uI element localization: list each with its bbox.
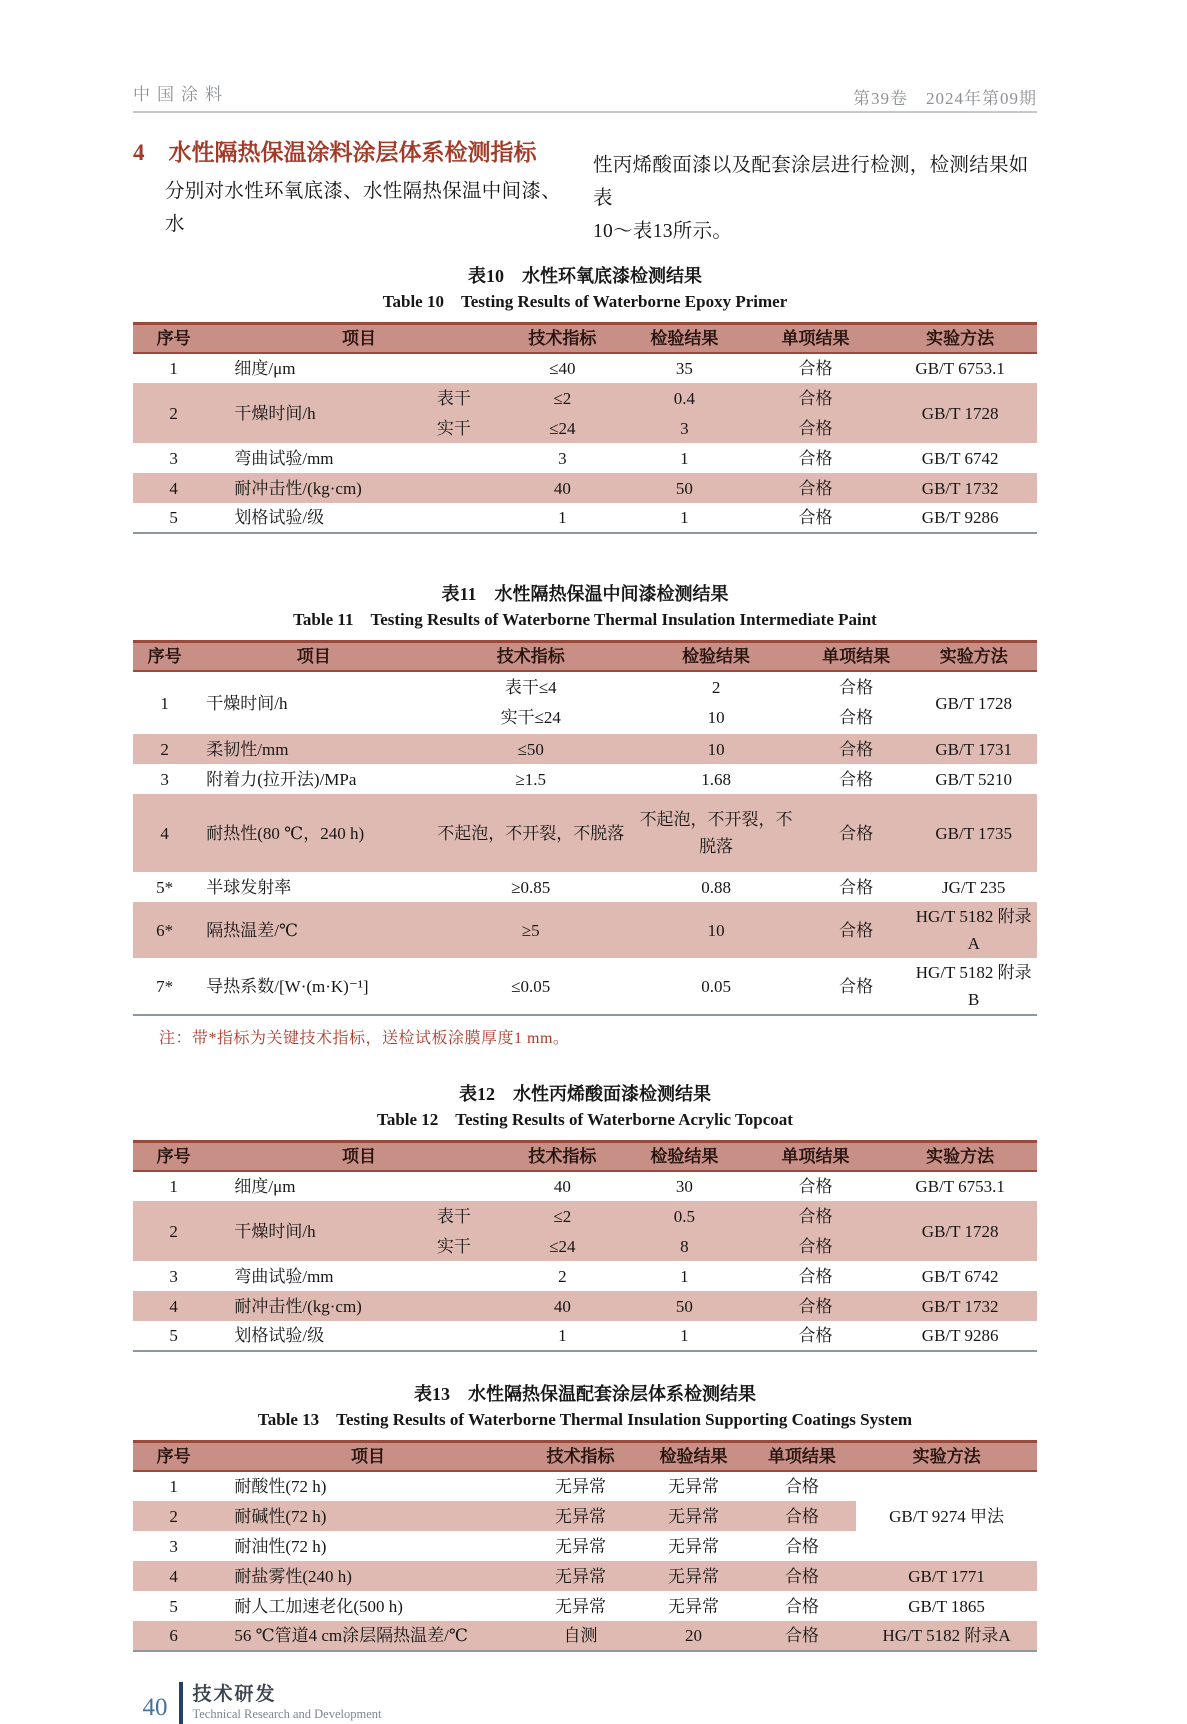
cell-verdict: 合格 bbox=[748, 413, 884, 443]
cell-verdict: 合格 bbox=[798, 448, 833, 468]
cell-verdict: 合格 bbox=[798, 359, 833, 378]
cell-spec: ≤2 bbox=[504, 383, 622, 413]
cell-spec: 无异常 bbox=[554, 1536, 606, 1556]
cell-method: GB/T 5210 bbox=[935, 769, 1013, 789]
col-header-verdict: 单项结果 bbox=[748, 324, 884, 354]
cell-item: 划格试验/级 bbox=[234, 1326, 325, 1345]
cell-method: HG/T 5182 附录A bbox=[856, 1621, 1037, 1651]
col-header-method: 实验方法 bbox=[883, 324, 1037, 354]
cell-no: 5 bbox=[169, 1326, 178, 1345]
cell-verdict: 合格 bbox=[748, 1501, 856, 1531]
table-row bbox=[133, 1201, 1037, 1231]
cell-result: 50 bbox=[621, 473, 748, 503]
table-header-row bbox=[133, 642, 1037, 672]
col-header-item: 项目 bbox=[214, 324, 503, 354]
cell-spec: 自测 bbox=[522, 1621, 640, 1651]
cell-item: 导热系数/[W·(m·K)⁻¹] bbox=[206, 976, 369, 996]
cell-result: 20 bbox=[639, 1621, 747, 1651]
cell-result-line: 2 bbox=[711, 678, 721, 697]
col-header-method: 实验方法 bbox=[910, 642, 1037, 672]
cell-method: JG/T 235 bbox=[941, 877, 1006, 897]
cell-item: 干燥时间/h bbox=[206, 693, 288, 713]
cell-result: 不起泡，不开裂，不脱落 bbox=[630, 794, 802, 872]
section-intro bbox=[133, 137, 1037, 248]
cell-spec: 无异常 bbox=[522, 1501, 640, 1531]
cell-no: 6* bbox=[133, 902, 196, 958]
cell-subitem: 实干 bbox=[404, 413, 503, 443]
table-13-block bbox=[133, 1382, 1037, 1652]
cell-no: 4 bbox=[133, 1291, 214, 1321]
cell-result: 无异常 bbox=[639, 1561, 747, 1591]
cell-no: 3 bbox=[160, 769, 169, 789]
cell-method: GB/T 1865 bbox=[908, 1596, 985, 1616]
cell-result: 10 bbox=[630, 902, 802, 958]
table-row bbox=[133, 671, 1037, 734]
cell-no: 4 bbox=[133, 794, 196, 872]
table-row bbox=[133, 872, 1037, 902]
cell-item: 细度/μm bbox=[234, 1177, 296, 1196]
cell-result: 8 bbox=[621, 1231, 748, 1261]
cell-no: 4 bbox=[133, 1561, 214, 1591]
cell-no: 2 bbox=[133, 1501, 214, 1531]
cell-verdict: 合格 bbox=[839, 976, 874, 996]
col-header-verdict: 单项结果 bbox=[748, 1442, 856, 1472]
cell-verdict: 合格 bbox=[784, 1536, 819, 1556]
cell-no: 1 bbox=[160, 693, 169, 713]
cell-verdict: 合格 bbox=[839, 877, 874, 897]
table-row bbox=[133, 1621, 1037, 1651]
footer-column-en: Technical Research and Development bbox=[192, 1706, 382, 1721]
cell-no: 5* bbox=[156, 877, 174, 897]
cell-method: GB/T 1732 bbox=[883, 473, 1037, 503]
cell-no: 3 bbox=[169, 448, 178, 468]
cell-result: 3 bbox=[621, 413, 748, 443]
cell-no: 4 bbox=[133, 473, 214, 503]
cell-item: 附着力(拉开法)/MPa bbox=[206, 769, 357, 789]
table-10-block bbox=[133, 264, 1037, 534]
table-10-title-zh: 表10 水性环氧底漆检测结果 bbox=[468, 266, 702, 286]
cell-result: 0.4 bbox=[621, 383, 748, 413]
cell-method: GB/T 9286 bbox=[921, 1326, 999, 1345]
cell-verdict: 合格 bbox=[798, 1177, 833, 1196]
cell-method: GB/T 1728 bbox=[883, 1201, 1037, 1261]
cell-spec: 不起泡，不开裂，不脱落 bbox=[431, 794, 630, 872]
cell-result: 无异常 bbox=[667, 1536, 719, 1556]
cell-verdict-line: 合格 bbox=[839, 678, 874, 697]
cell-item: 干燥时间/h bbox=[214, 1201, 404, 1261]
cell-verdict: 合格 bbox=[802, 734, 910, 764]
col-header-method: 实验方法 bbox=[883, 1142, 1037, 1172]
cell-no: 3 bbox=[169, 1266, 178, 1286]
cell-result: 无异常 bbox=[667, 1477, 719, 1496]
col-header-verdict: 单项结果 bbox=[748, 1142, 884, 1172]
cell-result: 0.5 bbox=[621, 1201, 748, 1231]
cell-result bbox=[630, 671, 802, 734]
cell-spec: 2 bbox=[558, 1266, 567, 1286]
cell-spec: 40 bbox=[504, 1291, 622, 1321]
cell-spec: ≤2 bbox=[504, 1201, 622, 1231]
cell-no: 5 bbox=[169, 1596, 178, 1616]
cell-no: 2 bbox=[133, 1201, 214, 1261]
cell-verdict: 合格 bbox=[748, 1201, 884, 1231]
cell-item: 划格试验/级 bbox=[234, 508, 325, 527]
cell-item: 柔韧性/mm bbox=[196, 734, 431, 764]
cell-method-merged: GB/T 9274 甲法 bbox=[856, 1471, 1037, 1561]
cell-spec-line: 实干≤24 bbox=[500, 708, 561, 727]
table-header-row bbox=[133, 324, 1037, 354]
page-footer bbox=[133, 1682, 1037, 1724]
cell-spec: ≤0.05 bbox=[511, 976, 551, 996]
cell-no: 2 bbox=[133, 734, 196, 764]
cell-result: 无异常 bbox=[667, 1596, 719, 1616]
cell-verdict: 合格 bbox=[784, 1596, 819, 1616]
cell-verdict: 合格 bbox=[748, 1231, 884, 1261]
cell-spec: ≥1.5 bbox=[515, 769, 547, 789]
col-header-spec: 技术指标 bbox=[522, 1442, 640, 1472]
table-10 bbox=[133, 322, 1037, 534]
col-header-no: 序号 bbox=[133, 324, 214, 354]
intro-left-column bbox=[133, 137, 577, 248]
cell-result: 无异常 bbox=[639, 1501, 747, 1531]
footer-divider bbox=[179, 1682, 183, 1724]
cell-method: GB/T 9286 bbox=[921, 508, 999, 527]
table-header-row bbox=[133, 1442, 1037, 1472]
page-number: 40 bbox=[142, 1694, 168, 1721]
table-row bbox=[133, 443, 1037, 473]
cell-item: 耐冲击性/(kg·cm) bbox=[214, 1291, 503, 1321]
col-header-no: 序号 bbox=[133, 1142, 214, 1172]
cell-method: GB/T 6742 bbox=[921, 448, 999, 468]
cell-spec: 无异常 bbox=[554, 1596, 606, 1616]
cell-item: 耐酸性(72 h) bbox=[234, 1477, 327, 1496]
cell-item: 弯曲试验/mm bbox=[234, 448, 334, 468]
cell-verdict: 合格 bbox=[748, 1621, 856, 1651]
cell-item: 细度/μm bbox=[234, 359, 296, 378]
table-row bbox=[133, 794, 1037, 872]
cell-item: 耐热性(80 ℃，240 h) bbox=[196, 794, 431, 872]
cell-spec: 40 bbox=[504, 473, 622, 503]
cell-result: 50 bbox=[621, 1291, 748, 1321]
paragraph-line: 性丙烯酸面漆以及配套涂层进行检测，检测结果如表 bbox=[593, 155, 1029, 209]
table-row bbox=[133, 503, 1037, 533]
table-row bbox=[133, 353, 1037, 383]
cell-item: 半球发射率 bbox=[206, 877, 292, 897]
table-12 bbox=[133, 1140, 1037, 1352]
cell-method: GB/T 6742 bbox=[921, 1266, 999, 1286]
cell-verdict: 合格 bbox=[784, 1477, 819, 1496]
table-header-row bbox=[133, 1142, 1037, 1172]
table-row bbox=[133, 1171, 1037, 1201]
table-row bbox=[133, 1471, 1037, 1501]
table-row bbox=[133, 383, 1037, 413]
col-header-item: 项目 bbox=[196, 642, 431, 672]
table-13-title-en: Table 13 Testing Results of Waterborne Thermal Insulation Supporting Coatings System bbox=[257, 1410, 913, 1429]
col-header-no: 序号 bbox=[133, 642, 196, 672]
col-header-result: 检验结果 bbox=[630, 642, 802, 672]
col-header-result: 检验结果 bbox=[621, 324, 748, 354]
col-header-result: 检验结果 bbox=[621, 1142, 748, 1172]
footer-column-name bbox=[193, 1684, 382, 1723]
cell-verdict: 合格 bbox=[748, 1561, 856, 1591]
cell-method: GB/T 1728 bbox=[935, 693, 1013, 713]
cell-item: 耐碱性(72 h) bbox=[214, 1501, 521, 1531]
cell-spec: ≤24 bbox=[504, 413, 622, 443]
cell-spec: 无异常 bbox=[554, 1477, 606, 1496]
cell-method: HG/T 5182 附录B bbox=[915, 963, 1032, 1009]
cell-result: 30 bbox=[675, 1177, 693, 1196]
table-row bbox=[133, 1291, 1037, 1321]
col-header-spec: 技术指标 bbox=[431, 642, 630, 672]
cell-no: 1 bbox=[169, 359, 178, 378]
table-13-title-zh: 表13 水性隔热保温配套涂层体系检测结果 bbox=[414, 1384, 756, 1404]
cell-no: 3 bbox=[169, 1536, 178, 1556]
cell-result: 0.88 bbox=[701, 877, 731, 897]
intro-right-column bbox=[593, 137, 1037, 248]
table-row bbox=[133, 902, 1037, 958]
cell-method: GB/T 1728 bbox=[883, 383, 1037, 443]
cell-spec: 40 bbox=[553, 1177, 571, 1196]
cell-no: 7* bbox=[156, 976, 174, 996]
issue-info: 第39卷 2024年第09期 bbox=[853, 89, 1037, 108]
cell-spec: 1 bbox=[558, 508, 567, 527]
col-header-result: 检验结果 bbox=[639, 1442, 747, 1472]
table-12-title-en: Table 12 Testing Results of Waterborne Acrylic Topcoat bbox=[377, 1110, 793, 1129]
col-header-spec: 技术指标 bbox=[504, 1142, 622, 1172]
cell-item: 耐盐雾性(240 h) bbox=[214, 1561, 521, 1591]
section-number: 4 bbox=[133, 140, 145, 165]
table-row bbox=[133, 764, 1037, 794]
cell-spec-line: 表干≤4 bbox=[504, 678, 557, 697]
table-row bbox=[133, 1261, 1037, 1291]
cell-method: GB/T 1735 bbox=[910, 794, 1037, 872]
cell-no: 2 bbox=[133, 383, 214, 443]
cell-spec: ≤50 bbox=[431, 734, 630, 764]
cell-spec: 无异常 bbox=[522, 1561, 640, 1591]
cell-verdict: 合格 bbox=[802, 794, 910, 872]
cell-result: 1 bbox=[680, 1266, 689, 1286]
cell-item: 耐冲击性/(kg·cm) bbox=[214, 473, 503, 503]
cell-verdict: 合格 bbox=[748, 1291, 884, 1321]
paragraph-line: 分别对水性环氧底漆、水性隔热保温中间漆、水 bbox=[165, 181, 562, 235]
table-row bbox=[133, 1321, 1037, 1351]
cell-subitem: 表干 bbox=[404, 1201, 503, 1231]
cell-item: 弯曲试验/mm bbox=[234, 1266, 334, 1286]
col-header-item: 项目 bbox=[214, 1442, 521, 1472]
cell-result: 35 bbox=[675, 359, 693, 378]
table-12-block bbox=[133, 1082, 1037, 1352]
cell-verdict bbox=[802, 671, 910, 734]
table-11-title-zh: 表11 水性隔热保温中间漆检测结果 bbox=[441, 584, 729, 604]
cell-no: 5 bbox=[169, 508, 178, 527]
table-11-title-en: Table 11 Testing Results of Waterborne Thermal Insulation Intermediate Paint bbox=[293, 610, 877, 629]
cell-result: 1 bbox=[680, 508, 689, 527]
cell-result: 0.05 bbox=[701, 976, 731, 996]
cell-verdict: 合格 bbox=[798, 1326, 833, 1345]
section-title: 水性隔热保温涂料涂层体系检测指标 bbox=[168, 140, 537, 165]
cell-item: 耐人工加速老化(500 h) bbox=[234, 1596, 403, 1616]
table-12-title-zh: 表12 水性丙烯酸面漆检测结果 bbox=[459, 1084, 711, 1104]
col-header-spec: 技术指标 bbox=[504, 324, 622, 354]
cell-spec: ≤40 bbox=[549, 359, 576, 378]
table-row bbox=[133, 734, 1037, 764]
cell-result-line: 10 bbox=[707, 708, 725, 727]
cell-result: 10 bbox=[630, 734, 802, 764]
cell-method: HG/T 5182 附录A bbox=[910, 902, 1037, 958]
cell-spec: 3 bbox=[558, 448, 567, 468]
table-row bbox=[133, 1591, 1037, 1621]
cell-verdict-line: 合格 bbox=[839, 708, 874, 727]
cell-spec: ≥5 bbox=[431, 902, 630, 958]
cell-item: 耐油性(72 h) bbox=[234, 1536, 327, 1556]
cell-no: 6 bbox=[133, 1621, 214, 1651]
col-header-verdict: 单项结果 bbox=[802, 642, 910, 672]
col-header-no: 序号 bbox=[133, 1442, 214, 1472]
table-10-title-en: Table 10 Testing Results of Waterborne Epoxy Primer bbox=[382, 292, 788, 311]
cell-method: GB/T 6753.1 bbox=[915, 359, 1005, 378]
journal-name: 中国涂料 bbox=[133, 85, 229, 104]
cell-spec: ≥0.85 bbox=[511, 877, 551, 897]
cell-spec: 1 bbox=[558, 1326, 567, 1345]
cell-method: GB/T 1732 bbox=[883, 1291, 1037, 1321]
cell-no: 1 bbox=[169, 1477, 178, 1496]
cell-subitem: 表干 bbox=[404, 383, 503, 413]
cell-result: 1 bbox=[680, 448, 689, 468]
cell-spec: ≤24 bbox=[504, 1231, 622, 1261]
table-row bbox=[133, 1561, 1037, 1591]
table-11-block bbox=[133, 582, 1037, 1048]
col-header-method: 实验方法 bbox=[856, 1442, 1037, 1472]
cell-result: 1.68 bbox=[701, 769, 731, 789]
cell-item: 干燥时间/h bbox=[214, 383, 404, 443]
cell-subitem: 实干 bbox=[404, 1231, 503, 1261]
table-11-footnote: 注：带*指标为关键技术指标，送检试板涂膜厚度1 mm。 bbox=[159, 1030, 570, 1047]
cell-verdict: 合格 bbox=[802, 902, 910, 958]
cell-verdict: 合格 bbox=[839, 769, 874, 789]
journal-header bbox=[133, 80, 1037, 113]
cell-method: GB/T 1771 bbox=[856, 1561, 1037, 1591]
paragraph-line: 10～表13所示。 bbox=[593, 221, 733, 242]
cell-verdict: 合格 bbox=[798, 508, 833, 527]
cell-method: GB/T 1731 bbox=[910, 734, 1037, 764]
table-row bbox=[133, 473, 1037, 503]
cell-result: 1 bbox=[680, 1326, 689, 1345]
cell-spec bbox=[431, 671, 630, 734]
table-13 bbox=[133, 1440, 1037, 1652]
cell-method: GB/T 6753.1 bbox=[915, 1177, 1005, 1196]
cell-no: 1 bbox=[169, 1177, 178, 1196]
cell-verdict: 合格 bbox=[798, 1266, 833, 1286]
table-11 bbox=[133, 640, 1037, 1016]
section-heading bbox=[133, 137, 577, 169]
col-header-item: 项目 bbox=[214, 1142, 503, 1172]
cell-verdict: 合格 bbox=[748, 473, 884, 503]
cell-verdict: 合格 bbox=[748, 383, 884, 413]
table-row bbox=[133, 958, 1037, 1015]
cell-item: 隔热温差/℃ bbox=[196, 902, 431, 958]
cell-item: 56 ℃管道4 cm涂层隔热温差/℃ bbox=[214, 1621, 521, 1651]
footer-column-zh: 技术研发 bbox=[192, 1683, 277, 1705]
